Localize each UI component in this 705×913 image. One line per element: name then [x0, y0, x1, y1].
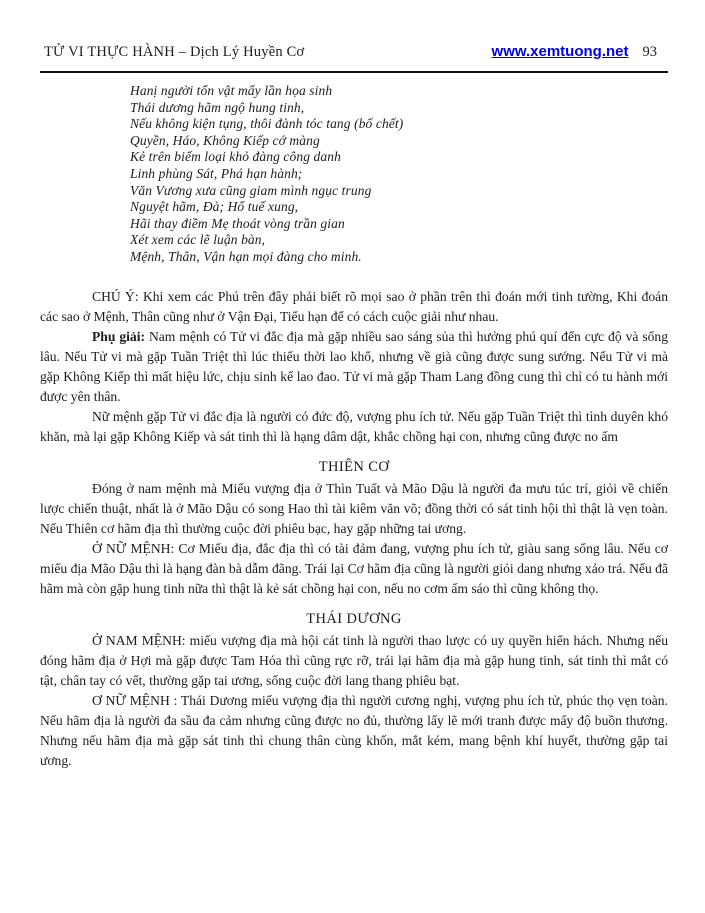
poem-line: Văn Vương xưa cũng giam mình ngục trung [130, 182, 372, 198]
poem-line: Thái dương hãm ngộ hung tinh, [130, 99, 305, 115]
poem-line: Nguyệt hãm, Đà; Hổ tuế xung, [130, 199, 299, 215]
paragraph-chu-y: CHÚ Ý: Khi xem các Phú trên đây phải biết rõ mọi sao ở phần trên thì đoán mới tinh tường, Khi đoán các sao ở Mệnh, Thân cũng như ở Vận Đại, Tiểu hạn để có cách cuộc giải như nhau. [40, 289, 668, 324]
section-heading-thien-co: THIÊN CƠ [318, 459, 390, 475]
header-divider [40, 71, 668, 73]
poem-block [130, 83, 403, 266]
section-thien-co-paragraph: Ở NỮ MỆNH: Cơ Miếu địa, đắc địa thì có tài đảm đang, vượng phu ích tử, giàu sang sống lâu. Nếu cơ miếu địa Mão Dậu thì là hạng đàn bà dẫm đãng. Trái lại Cơ hãm địa cũng là người giỏi dang nhưng xảo trá. Nếu đã hãm mà còn gặp hung tinh nữa thì thật là kẻ sát chồng hại con, nếu no cơm ấm sáo thì cũng không thọ. [40, 541, 668, 596]
poem-line: Mệnh, Thân, Vận hạn mọi đàng cho minh. [130, 248, 362, 264]
poem-line: Xét xem các lẽ luận bàn, [130, 232, 266, 248]
page-header [44, 43, 657, 61]
section-heading-thai-duong: THÁI DƯƠNG [306, 611, 402, 627]
poem-line: Nếu không kiện tụng, thôi đành tóc tang (bố chết) [130, 116, 404, 132]
poem-line: Hãi thay điềm Mẹ thoát vòng trần gian [130, 215, 345, 231]
site-link[interactable]: www.xemtuong.net [491, 43, 629, 60]
book-title: TỬ VI THỰC HÀNH – Dịch Lý Huyền Cơ [44, 44, 305, 60]
body-text [40, 287, 668, 771]
section-thai-duong-paragraph: Ơ NỮ MỆNH : Thái Dương miếu vượng địa thì người cương nghị, vượng phu ích tử, phúc thọ vẹn toàn. Nếu hãm địa là người đa sầu đa cảm nhưng cũng được no đủ, thường lấy lẽ mới tranh được mấy độ buồn thương. Nhưng nếu hãm địa mà gặp sát tinh thì chung thân cùng khốn, mắt kém, mang bệnh khí huyết, thường gặp tai ương. [40, 693, 668, 768]
poem-line: Linh phùng Sát, Phá hạn hành; [130, 165, 303, 181]
paragraph-phu-giai [40, 327, 668, 407]
phu-giai-text: Nam mệnh có Tử vi đắc địa mà gặp nhiều sao sáng sủa thì hưởng phú quí đến cực độ và sống lâu. Nếu Tử vi mà gặp Tuần Triệt thì lúc thiếu thời lao khổ, nhưng về già cũng được sung sướng. Nếu Tử vi mà gặp Không Kiếp thì mất hiệu lức, chịu sinh kế lao đao. Tử vi mà gặp Tham Lang đồng cung thì chỉ có tu hành mới được yên thân. [40, 329, 669, 404]
poem-line: Kẻ trên biếm loại khỏ đàng công danh [130, 149, 341, 165]
paragraph-nu-menh: Nữ mệnh gặp Tử vi đắc địa là người có đức độ, vượng phu ích tử. Nếu gặp Tuần Triệt thì tình duyên khó khăn, mà lại gặp Không Kiếp và sát tinh thì là hạng dâm dật, khắc chồng hại con, nhưng cũng được no ấm [40, 409, 668, 444]
section-thien-co-paragraph: Đóng ở nam mệnh mà Miếu vượng địa ở Thìn Tuất và Mão Dậu là người đa mưu túc trí, giỏi về chiến lược chiến thuật, nhất là ở Mão Dậu có song Hao thì tài kiêm văn võ; đồng thời có sát tinh hội thì thật là vẹn toàn. Nếu Thiên cơ hãm địa thì thường cuộc đời phiêu bạc, hay gặp những tai ương. [40, 481, 668, 536]
page-number: 93 [642, 44, 657, 60]
phu-giai-label: Phụ giải: [92, 329, 146, 344]
poem-line: Quyền, Háo, Không Kiếp cớ màng [130, 132, 320, 148]
section-thai-duong-paragraph: Ở NAM MỆNH: miếu vượng địa mà hội cát tinh là người thao lược có uy quyền hiển hách. Nhưng nếu đóng hãm địa ở Hợi mà gặp được Tam Hóa thì cũng rực rỡ, trái lại hãm địa mà gặp hung tinh, sát tinh thì mắt có tật, chân tay có vết, thường gặp tai ương, sống cuộc đời lang thang phiêu bạt. [40, 633, 668, 688]
poem-line: Hanị người tổn vật mấy lần họa sinh [130, 83, 333, 98]
